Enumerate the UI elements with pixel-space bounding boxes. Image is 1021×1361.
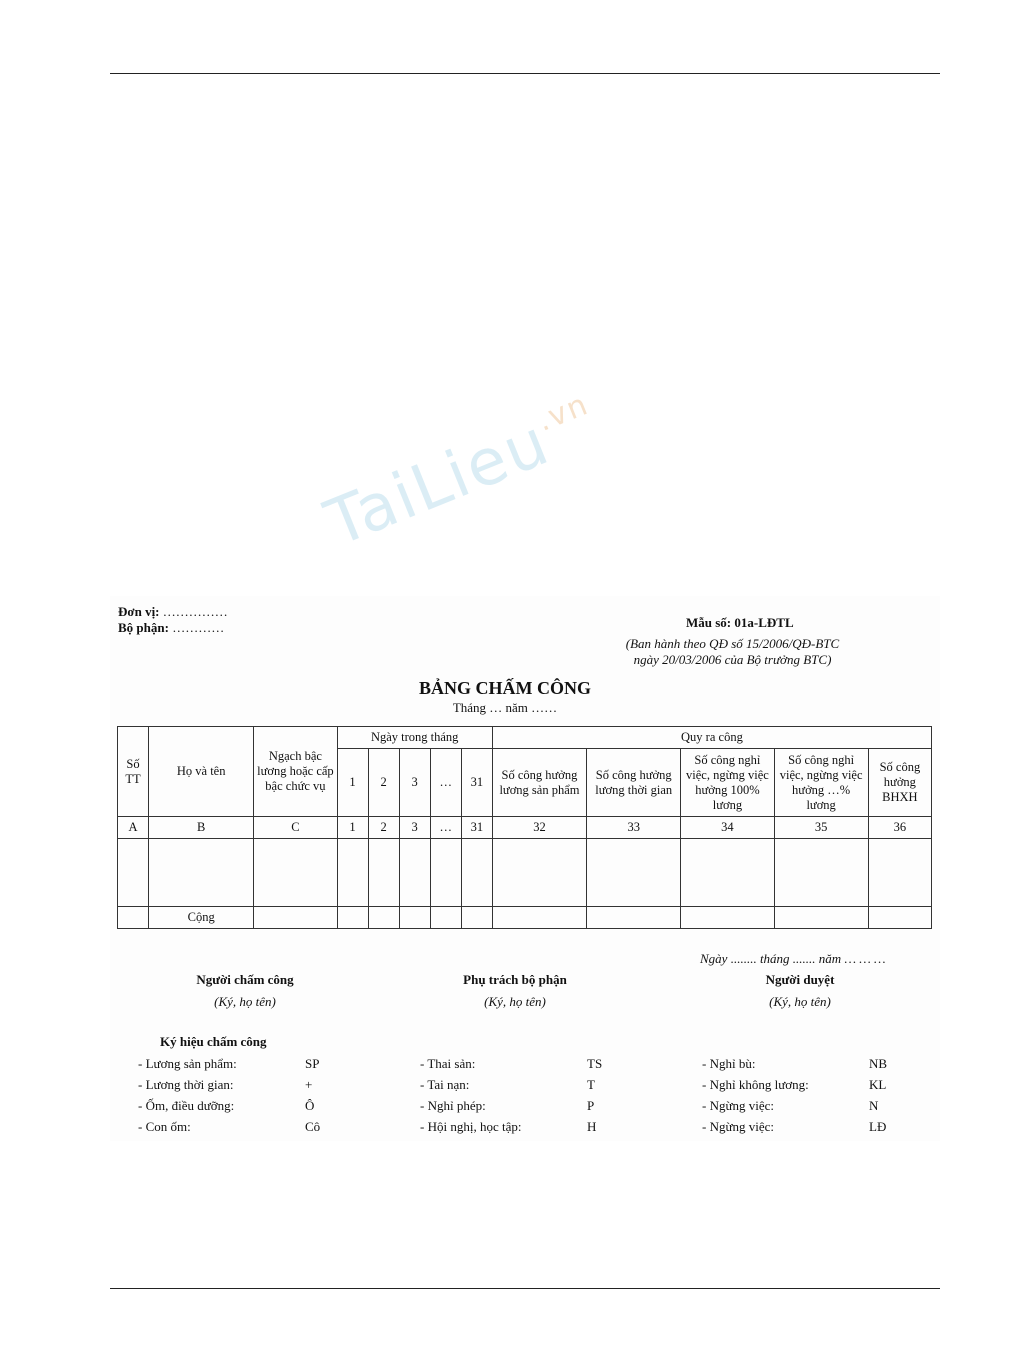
total-row — [118, 907, 932, 929]
blank-cell — [774, 907, 868, 929]
blank-cell — [399, 907, 430, 929]
timesheet-table — [117, 726, 932, 929]
page-subtitle: Tháng … năm …… — [452, 700, 558, 715]
signature-hint: (Ký, họ tên) — [484, 994, 546, 1009]
header-quyra-cell: Số công nghỉ việc, ngừng việc hưởng 100% lương — [681, 749, 774, 817]
blank-cell[interactable] — [254, 839, 337, 907]
blank-cell — [587, 907, 681, 929]
header-days: Ngày trong tháng — [337, 727, 492, 749]
blank-cell — [368, 907, 399, 929]
signature-block — [415, 972, 615, 1010]
legend-item: - Lương sản phẩm: SP — [138, 1056, 320, 1071]
legend-item: - Lương thời gian: + — [138, 1077, 313, 1092]
index-cell: 33 — [587, 817, 681, 839]
signature-role: Phụ trách bộ phận — [463, 972, 567, 987]
header-quyra-cell: Số công hưởng BHXH — [868, 749, 931, 817]
header-day-cell: 2 — [368, 749, 399, 817]
index-cell: 35 — [774, 817, 868, 839]
header-stt: Số TT — [118, 727, 149, 817]
blank-cell[interactable] — [681, 839, 774, 907]
legend-title: Ký hiệu chấm công — [160, 1034, 267, 1049]
blank-cell[interactable] — [118, 839, 149, 907]
bo-phan-field: Bộ phận: ………… — [118, 620, 225, 635]
header-grade: Ngạch bậc lương hoặc cấp bậc chức vụ — [254, 727, 337, 817]
signature-role: Người chấm công — [196, 972, 294, 987]
blank-cell[interactable] — [461, 839, 492, 907]
legend-item: - Ngừng việc: LĐ — [702, 1119, 887, 1134]
header-quyra-cell: Số công nghỉ việc, ngừng việc hưởng …% lương — [774, 749, 868, 817]
timesheet-form — [110, 596, 940, 1141]
index-cell: B — [149, 817, 254, 839]
blank-cell[interactable] — [492, 839, 586, 907]
blank-cell — [868, 907, 931, 929]
watermark-logo: TaiLieu$^{.vn}$ — [316, 386, 595, 562]
index-cell: 1 — [337, 817, 368, 839]
blank-cell[interactable] — [868, 839, 931, 907]
issued-note: (Ban hành theo QĐ số 15/2006/QĐ-BTC ngày 20/03/2006 của Bộ trưởng BTC) — [625, 636, 840, 667]
blank-cell[interactable] — [337, 839, 368, 907]
index-cell: 31 — [461, 817, 492, 839]
page-title: BẢNG CHẤM CÔNG — [419, 678, 591, 698]
form-code: Mẫu số: 01a-LĐTL — [686, 615, 794, 630]
blank-cell — [430, 907, 461, 929]
footer-rule — [110, 1288, 940, 1289]
legend-item: - Hội nghị, học tập: H — [420, 1119, 597, 1134]
header-day-cell: 31 — [461, 749, 492, 817]
legend-item: - Nghỉ không lương: KL — [702, 1077, 887, 1092]
legend-item: - Nghỉ bù: NB — [702, 1056, 888, 1071]
header-day-cell: … — [430, 749, 461, 817]
index-row — [118, 817, 932, 839]
legend-item: - Con ốm: Cô — [138, 1119, 321, 1134]
signature-hint: (Ký, họ tên) — [214, 994, 276, 1009]
index-cell: 34 — [681, 817, 774, 839]
signature-block — [145, 972, 345, 1010]
index-cell: 3 — [399, 817, 430, 839]
blank-cell — [492, 907, 586, 929]
header-quyra-cell: Số công hưởng lương thời gian — [587, 749, 681, 817]
header-name: Họ và tên — [149, 727, 254, 817]
index-cell: 2 — [368, 817, 399, 839]
don-vi-field: Đơn vị: …………… — [118, 604, 228, 619]
signature-role: Người duyệt — [765, 972, 835, 987]
index-cell: 36 — [868, 817, 931, 839]
index-cell: … — [430, 817, 461, 839]
index-cell: C — [254, 817, 337, 839]
header-day-cell: 3 — [399, 749, 430, 817]
signature-block — [700, 972, 900, 1010]
legend-item: - Ốm, điều dưỡng: Ô — [138, 1098, 315, 1113]
table-row — [118, 839, 932, 907]
blank-cell — [254, 907, 337, 929]
total-label: Cộng — [149, 907, 254, 929]
blank-cell[interactable] — [368, 839, 399, 907]
blank-cell[interactable] — [774, 839, 868, 907]
legend-item: - Ngừng việc: N — [702, 1098, 879, 1113]
legend-item: - Thai sản: TS — [420, 1056, 603, 1071]
blank-cell — [461, 907, 492, 929]
signature-hint: (Ký, họ tên) — [769, 994, 831, 1009]
blank-cell — [337, 907, 368, 929]
index-cell: 32 — [492, 817, 586, 839]
blank-cell[interactable] — [430, 839, 461, 907]
blank-cell — [681, 907, 774, 929]
index-cell: A — [118, 817, 149, 839]
blank-cell[interactable] — [587, 839, 681, 907]
header-quyra: Quy ra công — [492, 727, 931, 749]
header-rule — [110, 73, 940, 74]
blank-cell[interactable] — [399, 839, 430, 907]
header-day-cell: 1 — [337, 749, 368, 817]
blank-cell[interactable] — [149, 839, 254, 907]
header-quyra-cell: Số công hưởng lương sản phẩm — [492, 749, 586, 817]
signature-date: Ngày ........ tháng ....... năm … … … — [700, 951, 886, 966]
legend-item: - Tai nạn: T — [420, 1077, 595, 1092]
blank-cell — [118, 907, 149, 929]
legend-item: - Nghỉ phép: P — [420, 1098, 595, 1113]
